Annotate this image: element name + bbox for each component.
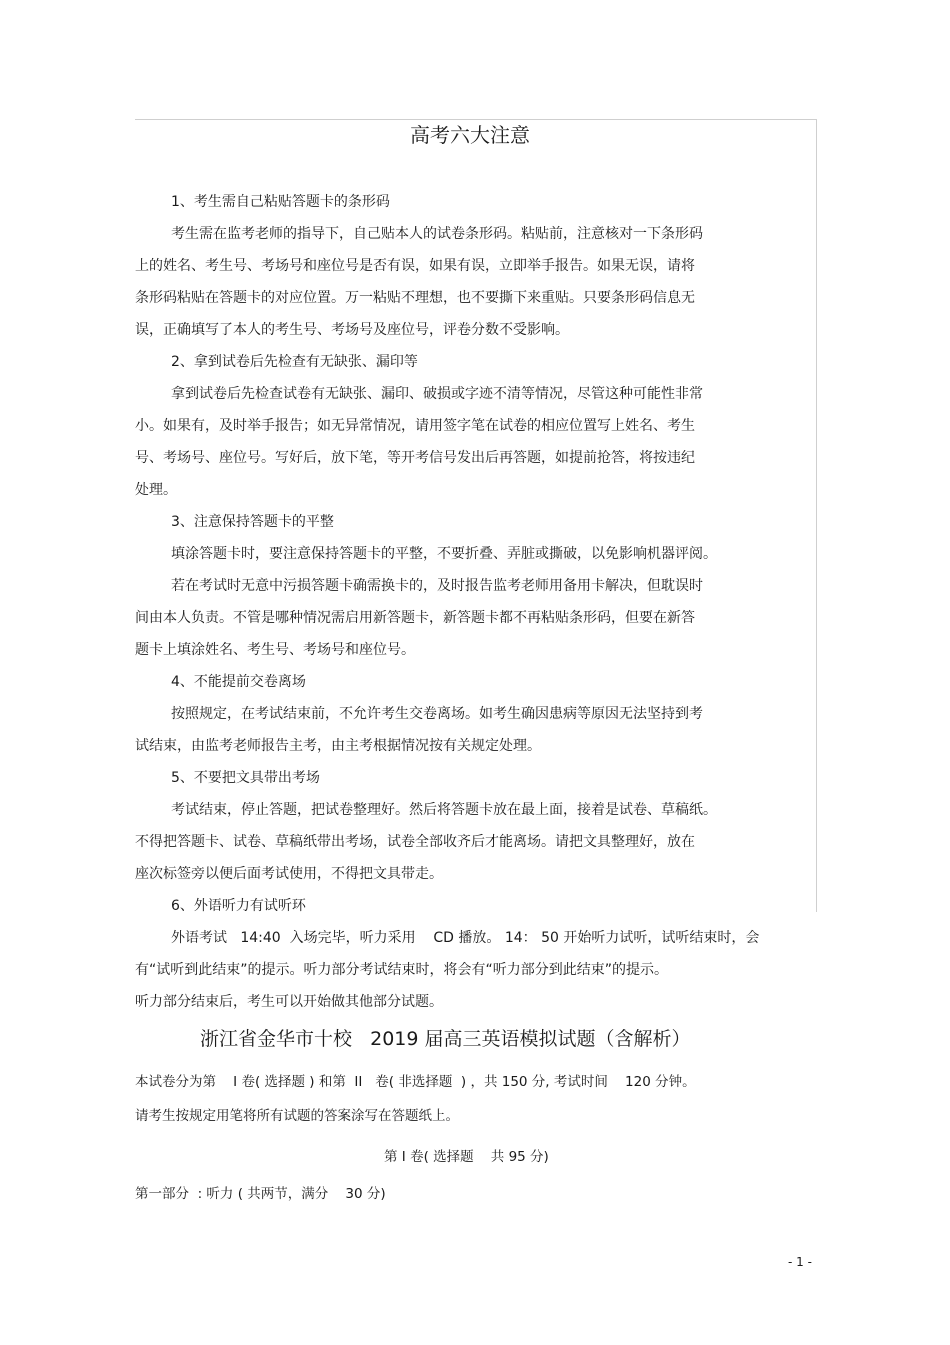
notice-line: 4、不能提前交卷离场 [171,674,306,690]
notice-line: 条形码粘贴在答题卡的对应位置。万一粘贴不理想，也不要撕下来重贴。只要条形码信息无 [135,290,695,306]
notice-line: 题卡上填涂姓名、考生号、考场号和座位号。 [135,642,415,658]
notice-line: 小。如果有，及时举手报告；如无异常情况，请用签字笔在试卷的相应位置写上姓名、考生 [135,418,695,434]
notice-line: 座次标签旁以便后面考试使用，不得把文具带走。 [135,866,443,882]
notice-line: 按照规定，在考试结束前，不允许考生交卷离场。如考生确因患病等原因无法坚持到考 [171,706,703,722]
notice-title: 高考六大注意 [410,123,530,147]
exam-instruction: 请考生按规定用笔将所有试题的答案涂写在答题纸上。 [135,1108,459,1124]
notice-line: 不得把答题卡、试卷、草稿纸带出考场，试卷全部收齐后才能离场。请把文具整理好，放在 [135,834,695,850]
notice-line: 间由本人负责。不管是哪种情况需启用新答题卡，新答题卡都不再粘贴条形码，但要在新答 [135,610,695,626]
notice-line: 3、注意保持答题卡的平整 [171,514,334,530]
notice-line: 5、不要把文具带出考场 [171,770,320,786]
page-number: - 1 - [788,1255,812,1269]
notice-line: 试结束，由监考老师报告主考，由主考根据情况按有关规定处理。 [135,738,541,754]
border-right [816,119,817,912]
notice-line: 上的姓名、考生号、考场号和座位号是否有误，如果有误，立即举手报告。如果无误，请将 [135,258,695,274]
border-top [135,119,817,120]
volume-heading: 第 I 卷( 选择题 共 95 分) [384,1149,549,1165]
notice-line: 拿到试卷后先检查试卷有无缺张、漏印、破损或字迹不清等情况，尽管这种可能性非常 [171,386,703,402]
notice-line: 1、考生需自己粘贴答题卡的条形码 [171,194,390,210]
notice-line: 填涂答题卡时，要注意保持答题卡的平整，不要折叠、弄脏或撕破，以免影响机器评阅。 [171,546,717,562]
notice-line: 有“试听到此结束”的提示。听力部分考试结束时，将会有“听力部分到此结束”的提示。 [135,962,669,978]
notice-line: 考生需在监考老师的指导下，自己贴本人的试卷条形码。粘贴前，注意核对一下条形码 [171,226,703,242]
notice-line: 外语考试 14:40 入场完毕，听力采用 CD 播放。 14： 50 开始听力试听，试听结束时，会 [171,930,760,946]
exam-intro: 本试卷分为第 I 卷( 选择题 ) 和第 II 卷( 非选择题 ) ，共 150 分, 考试时间 120 分钟。 [135,1074,696,1090]
notice-line: 2、拿到试卷后先检查有无缺张、漏印等 [171,354,418,370]
notice-line: 若在考试时无意中污损答题卡确需换卡的，及时报告监考老师用备用卡解决，但耽误时 [171,578,703,594]
notice-line: 6、外语听力有试听环 [171,898,306,914]
notice-line: 听力部分结束后，考生可以开始做其他部分试题。 [135,994,443,1010]
notice-line: 误，正确填写了本人的考生号、考场号及座位号，评卷分数不受影响。 [135,322,569,338]
notice-line: 考试结束，停止答题，把试卷整理好。然后将答题卡放在最上面，接着是试卷、草稿纸。 [171,802,717,818]
part-heading: 第一部分 : 听力 ( 共两节，满分 30 分) [135,1186,386,1202]
notice-line: 号、考场号、座位号。写好后，放下笔，等开考信号发出后再答题，如提前抢答，将按违纪 [135,450,695,466]
exam-title: 浙江省金华市十校 2019 届高三英语模拟试题（含解析） [200,1028,691,1050]
notice-line: 处理。 [135,482,177,498]
